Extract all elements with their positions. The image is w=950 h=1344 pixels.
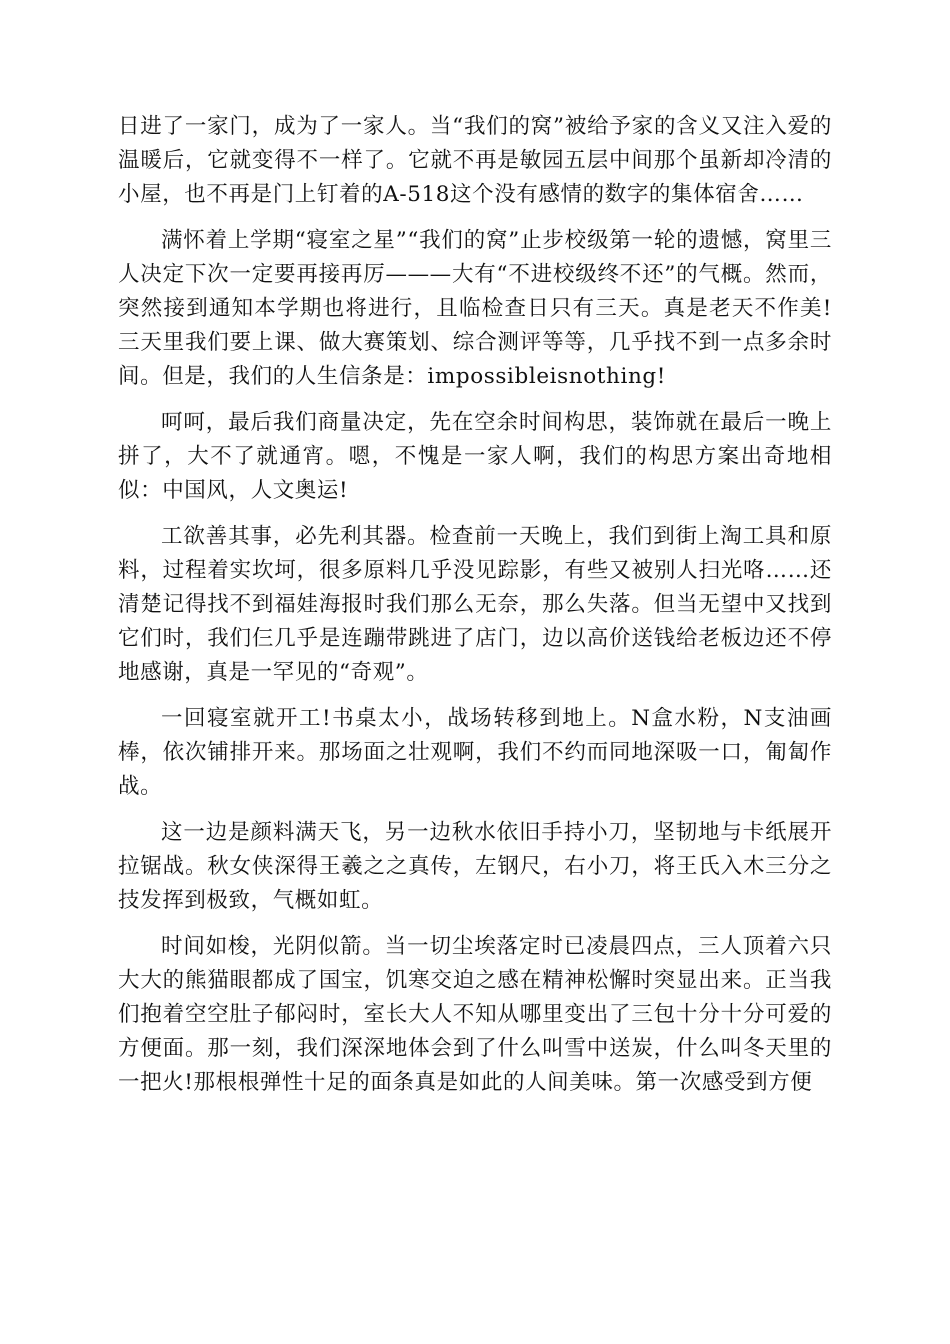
- paragraph-3: 呵呵，最后我们商量决定，先在空余时间构思，装饰就在最后一晚上拼了，大不了就通宵。嗯，不愧是一家人啊，我们的构思方案出奇地相似：中国风，人文奥运!: [118, 410, 832, 503]
- paragraph-1: 日进了一家门，成为了一家人。当“我们的窝”被给予家的含义又注入爱的温暖后，它就变得不一样了。它就不再是敏园五层中间那个虽新却冷清的小屋，也不再是门上钉着的A-518这个没有感情的数字的集体宿舍……: [118, 114, 832, 207]
- paragraph-7: 时间如梭，光阴似箭。当一切尘埃落定时已凌晨四点，三人顶着六只大大的熊猫眼都成了国宝，饥寒交迫之感在精神松懈时突显出来。正当我们抱着空空肚子郁闷时，室长大人不知从哪里变出了三包十分十分可爱的方便面。那一刻，我们深深地体会到了什么叫雪中送炭，什么叫冬天里的一把火!那根根弹性十足的面条真是如此的人间美味。第一次感受到方便: [118, 934, 832, 1095]
- paragraph-2: 满怀着上学期“寝室之星”“我们的窝”止步校级第一轮的遗憾，窝里三人决定下次一定要再接再厉———大有“不进校级终不还”的气概。然而，突然接到通知本学期也将进行，且临检查日只有三天。真是老天不作美!三天里我们要上课、做大赛策划、综合测评等等，几乎找不到一点多余时间。但是，我们的人生信条是：impossibleisnothing!: [118, 228, 832, 389]
- document-page: [118, 110, 832, 1112]
- paragraph-4: 工欲善其事，必先利其器。检查前一天晚上，我们到街上淘工具和原料，过程着实坎坷，很多原料几乎没见踪影，有些又被别人扫光咯……还清楚记得找不到福娃海报时我们那么无奈，那么失落。但当无望中又找到它们时，我们仨几乎是连蹦带跳进了店门，边以高价送钱给老板边还不停地感谢，真是一罕见的“奇观”。: [118, 524, 832, 685]
- paragraph-5: 一回寝室就开工!书桌太小，战场转移到地上。N盒水粉，N支油画棒，依次铺排开来。那场面之壮观啊，我们不约而同地深吸一口，匍匐作战。: [118, 706, 832, 799]
- paragraph-6: 这一边是颜料满天飞，另一边秋水依旧手持小刀，坚韧地与卡纸展开拉锯战。秋女侠深得王羲之之真传，左钢尺，右小刀，将王氏入木三分之技发挥到极致，气概如虹。: [118, 820, 832, 913]
